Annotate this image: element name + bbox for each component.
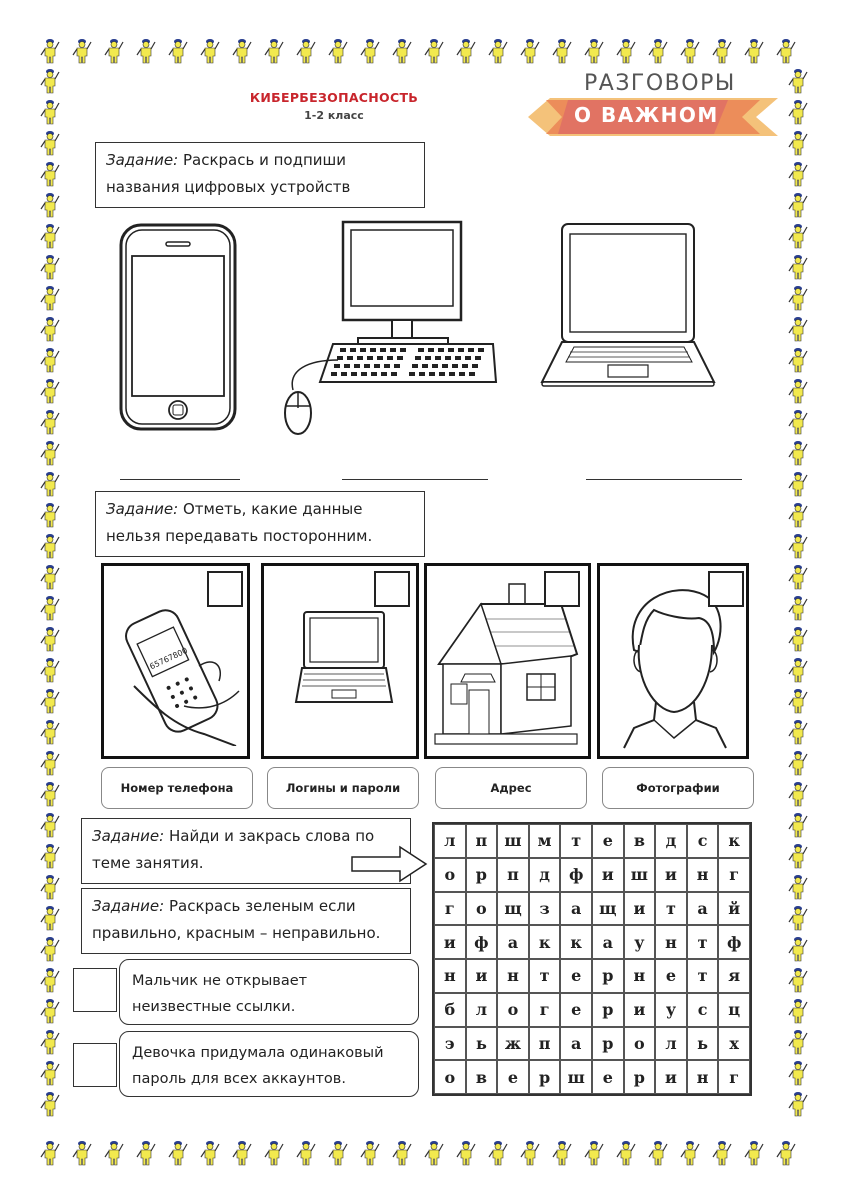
keyboard-key bbox=[449, 372, 455, 376]
keyboard-key bbox=[390, 348, 396, 352]
word-grid-cell[interactable]: е bbox=[560, 959, 592, 993]
keyboard-key bbox=[391, 372, 397, 376]
word-grid-cell[interactable]: я bbox=[718, 959, 750, 993]
person-figure-icon bbox=[520, 38, 540, 64]
person-figure-icon bbox=[788, 750, 808, 776]
small-laptop-icon bbox=[294, 610, 394, 710]
word-grid-cell[interactable]: п bbox=[497, 858, 529, 892]
word-grid-cell[interactable]: у bbox=[655, 993, 687, 1027]
logo-text-top: РАЗГОВОРЫ bbox=[584, 71, 736, 96]
word-grid-cell[interactable]: и bbox=[655, 1060, 687, 1094]
person-figure-icon bbox=[40, 130, 60, 156]
checkbox-address[interactable] bbox=[544, 571, 580, 607]
keyboard-key bbox=[334, 364, 340, 368]
person-figure-icon bbox=[788, 998, 808, 1024]
smartphone-drawing bbox=[118, 222, 238, 432]
person-figure-icon bbox=[40, 781, 60, 807]
word-grid-cell[interactable]: н bbox=[497, 959, 529, 993]
person-figure-icon bbox=[788, 1060, 808, 1086]
person-figure-icon bbox=[296, 1140, 316, 1166]
person-figure-icon bbox=[360, 38, 380, 64]
keyboard-key bbox=[429, 372, 435, 376]
word-grid-cell[interactable]: з bbox=[529, 892, 561, 926]
person-figure-icon bbox=[456, 1140, 476, 1166]
word-grid-cell[interactable]: г bbox=[529, 993, 561, 1027]
person-figure-icon bbox=[72, 1140, 92, 1166]
person-figure-icon bbox=[40, 378, 60, 404]
card-phone-number bbox=[101, 563, 250, 759]
person-figure-icon bbox=[744, 1140, 764, 1166]
keyboard-key bbox=[361, 372, 367, 376]
person-figure-icon bbox=[520, 1140, 540, 1166]
keyboard-key bbox=[439, 372, 445, 376]
person-figure-icon bbox=[40, 316, 60, 342]
person-figure-icon bbox=[788, 99, 808, 125]
keyboard-key bbox=[422, 364, 428, 368]
grade-label: 1-2 класс bbox=[304, 109, 364, 122]
word-grid-cell[interactable]: т bbox=[560, 824, 592, 858]
person-figure-icon bbox=[788, 657, 808, 683]
keyboard-key bbox=[344, 364, 350, 368]
word-grid-cell[interactable]: о bbox=[466, 892, 498, 926]
keyboard-key bbox=[331, 372, 337, 376]
word-grid-cell[interactable]: р bbox=[592, 1027, 624, 1061]
keyboard-key bbox=[419, 372, 425, 376]
person-figure-icon bbox=[788, 812, 808, 838]
word-grid-cell[interactable]: р bbox=[624, 1060, 656, 1094]
person-figure-icon bbox=[788, 316, 808, 342]
keyboard-key bbox=[462, 364, 468, 368]
person-figure-icon bbox=[392, 1140, 412, 1166]
person-figure-icon bbox=[552, 38, 572, 64]
person-figure-icon bbox=[744, 38, 764, 64]
person-figure-icon bbox=[40, 905, 60, 931]
word-grid-cell[interactable]: с bbox=[687, 824, 719, 858]
task1-box bbox=[95, 142, 425, 208]
label-phone-number: Номер телефона bbox=[101, 767, 253, 809]
person-figure-icon bbox=[788, 874, 808, 900]
keyboard-key bbox=[380, 348, 386, 352]
keyboard-key bbox=[377, 356, 383, 360]
person-figure-icon bbox=[40, 192, 60, 218]
word-grid-cell[interactable]: г bbox=[718, 1060, 750, 1094]
keyboard-key bbox=[370, 348, 376, 352]
keyboard-key bbox=[432, 364, 438, 368]
keyboard-key bbox=[469, 372, 475, 376]
person-figure-icon bbox=[40, 688, 60, 714]
person-figure-icon bbox=[40, 440, 60, 466]
person-figure-icon bbox=[788, 1091, 808, 1117]
person-figure-icon bbox=[776, 38, 796, 64]
word-grid-cell[interactable]: к bbox=[560, 925, 592, 959]
keyboard-key bbox=[397, 356, 403, 360]
person-figure-icon bbox=[788, 130, 808, 156]
person-figure-icon bbox=[788, 440, 808, 466]
keyboard-key bbox=[384, 364, 390, 368]
person-figure-icon bbox=[616, 38, 636, 64]
person-figure-icon bbox=[168, 1140, 188, 1166]
person-figure-icon bbox=[788, 347, 808, 373]
person-figure-icon bbox=[40, 38, 60, 64]
person-figure-icon bbox=[328, 1140, 348, 1166]
answer-line-computer[interactable] bbox=[342, 479, 488, 480]
keyboard-key bbox=[478, 348, 484, 352]
word-grid-cell[interactable]: н bbox=[655, 925, 687, 959]
word-grid-cell[interactable]: щ bbox=[497, 892, 529, 926]
word-grid-cell[interactable]: п bbox=[466, 824, 498, 858]
person-figure-icon bbox=[788, 843, 808, 869]
word-grid-cell[interactable]: и bbox=[434, 925, 466, 959]
word-grid-cell[interactable]: ь bbox=[687, 1027, 719, 1061]
task4-box bbox=[81, 888, 411, 954]
person-figure-icon bbox=[788, 781, 808, 807]
person-figure-icon bbox=[424, 1140, 444, 1166]
keyboard-key bbox=[347, 356, 353, 360]
keyboard-key bbox=[445, 356, 451, 360]
word-grid-cell[interactable]: е bbox=[655, 959, 687, 993]
word-grid-cell[interactable]: а bbox=[560, 1027, 592, 1061]
task3-text: Найди и закрась слова по теме занятия. bbox=[92, 827, 375, 872]
word-grid-cell[interactable]: ц bbox=[718, 993, 750, 1027]
word-grid-cell[interactable]: н bbox=[687, 858, 719, 892]
word-grid-cell[interactable]: и bbox=[466, 959, 498, 993]
person-figure-icon bbox=[40, 967, 60, 993]
keyboard-key bbox=[468, 348, 474, 352]
word-grid-cell[interactable]: н bbox=[687, 1060, 719, 1094]
word-grid-cell[interactable]: т bbox=[655, 892, 687, 926]
person-figure-icon bbox=[40, 533, 60, 559]
word-grid-cell[interactable]: и bbox=[655, 858, 687, 892]
word-grid-cell[interactable]: ш bbox=[497, 824, 529, 858]
word-grid-cell[interactable]: л bbox=[466, 993, 498, 1027]
logo-text-bottom: О ВАЖНОМ bbox=[574, 103, 719, 127]
person-figure-icon bbox=[788, 378, 808, 404]
person-figure-icon bbox=[104, 1140, 124, 1166]
person-figure-icon bbox=[328, 38, 348, 64]
person-figure-icon bbox=[40, 564, 60, 590]
keyboard-key bbox=[435, 356, 441, 360]
person-figure-icon bbox=[40, 874, 60, 900]
word-grid-cell[interactable]: н bbox=[434, 959, 466, 993]
word-grid-cell[interactable]: й bbox=[718, 892, 750, 926]
word-grid-cell[interactable]: ф bbox=[718, 925, 750, 959]
person-figure-icon bbox=[788, 533, 808, 559]
word-grid-cell[interactable]: г bbox=[718, 858, 750, 892]
person-figure-icon bbox=[392, 38, 412, 64]
word-grid-cell[interactable]: ь bbox=[466, 1027, 498, 1061]
keyboard-key bbox=[394, 364, 400, 368]
person-figure-icon bbox=[40, 719, 60, 745]
person-figure-icon bbox=[40, 1091, 60, 1117]
keyboard-key bbox=[341, 372, 347, 376]
person-figure-icon bbox=[584, 1140, 604, 1166]
word-grid-cell[interactable]: р bbox=[466, 858, 498, 892]
keyboard-key bbox=[465, 356, 471, 360]
person-figure-icon bbox=[788, 192, 808, 218]
arrow-right-icon bbox=[350, 844, 430, 884]
person-figure-icon bbox=[680, 1140, 700, 1166]
person-figure-icon bbox=[40, 471, 60, 497]
word-grid-cell[interactable]: д bbox=[655, 824, 687, 858]
card-logins bbox=[261, 563, 419, 759]
keyboard-key bbox=[367, 356, 373, 360]
label-logins: Логины и пароли bbox=[267, 767, 419, 809]
person-figure-icon bbox=[788, 285, 808, 311]
keyboard-key bbox=[448, 348, 454, 352]
word-grid-cell[interactable]: ж bbox=[497, 1027, 529, 1061]
word-grid-cell[interactable]: щ bbox=[592, 892, 624, 926]
person-figure-icon bbox=[788, 688, 808, 714]
person-figure-icon bbox=[200, 1140, 220, 1166]
checkbox-phone-number[interactable] bbox=[207, 571, 243, 607]
person-figure-icon bbox=[264, 38, 284, 64]
task2-text: Отметь, какие данные нельзя передавать посторонним. bbox=[106, 500, 373, 545]
word-grid-cell[interactable]: а bbox=[497, 925, 529, 959]
word-grid-cell[interactable]: а bbox=[687, 892, 719, 926]
word-grid-cell[interactable]: л bbox=[655, 1027, 687, 1061]
person-figure-icon bbox=[788, 595, 808, 621]
desktop-computer-drawing bbox=[278, 220, 498, 438]
word-grid-cell[interactable]: ш bbox=[560, 1060, 592, 1094]
task1-prefix: Задание: bbox=[106, 151, 179, 169]
person-figure-icon bbox=[552, 1140, 572, 1166]
word-grid-cell[interactable]: р bbox=[592, 993, 624, 1027]
label-photos: Фотографии bbox=[602, 767, 754, 809]
word-grid-cell[interactable]: о bbox=[497, 993, 529, 1027]
keyboard-key bbox=[412, 364, 418, 368]
label-address: Адрес bbox=[435, 767, 587, 809]
person-figure-icon bbox=[136, 1140, 156, 1166]
person-figure-icon bbox=[616, 1140, 636, 1166]
worksheet-title: КИБЕРБЕЗОПАСНОСТЬ bbox=[249, 90, 419, 105]
person-figure-icon bbox=[584, 38, 604, 64]
word-grid-cell[interactable]: в bbox=[624, 824, 656, 858]
keyboard-key bbox=[452, 364, 458, 368]
word-grid-cell[interactable]: е bbox=[592, 824, 624, 858]
person-figure-icon bbox=[456, 38, 476, 64]
person-figure-icon bbox=[40, 285, 60, 311]
keyboard-key bbox=[455, 356, 461, 360]
word-grid-cell[interactable]: т bbox=[687, 959, 719, 993]
keyboard-key bbox=[458, 348, 464, 352]
person-figure-icon bbox=[712, 38, 732, 64]
person-figure-icon bbox=[40, 254, 60, 280]
keyboard-key bbox=[351, 372, 357, 376]
word-grid-cell[interactable]: д bbox=[529, 858, 561, 892]
person-figure-icon bbox=[648, 38, 668, 64]
person-figure-icon bbox=[488, 1140, 508, 1166]
person-figure-icon bbox=[40, 812, 60, 838]
person-figure-icon bbox=[788, 161, 808, 187]
person-figure-icon bbox=[788, 223, 808, 249]
word-grid-cell[interactable]: н bbox=[624, 959, 656, 993]
keyboard-key bbox=[364, 364, 370, 368]
keyboard-key bbox=[428, 348, 434, 352]
word-grid-cell[interactable]: с bbox=[687, 993, 719, 1027]
word-grid-cell[interactable]: г bbox=[434, 892, 466, 926]
phone-number-on-screen: 65767800 bbox=[148, 645, 189, 672]
keyboard-key bbox=[340, 348, 346, 352]
person-figure-icon bbox=[264, 1140, 284, 1166]
checkbox-photos[interactable] bbox=[708, 571, 744, 607]
person-figure-icon bbox=[788, 471, 808, 497]
card-photos bbox=[597, 563, 749, 759]
person-figure-icon bbox=[72, 38, 92, 64]
word-grid-cell[interactable]: и bbox=[592, 858, 624, 892]
word-grid-cell[interactable]: р bbox=[592, 959, 624, 993]
word-grid-cell[interactable]: а bbox=[592, 925, 624, 959]
person-figure-icon bbox=[168, 38, 188, 64]
person-figure-icon bbox=[40, 99, 60, 125]
person-figure-icon bbox=[788, 626, 808, 652]
person-figure-icon bbox=[200, 38, 220, 64]
word-grid-cell[interactable]: е bbox=[592, 1060, 624, 1094]
laptop-drawing bbox=[540, 222, 716, 388]
word-grid-cell[interactable]: а bbox=[560, 892, 592, 926]
word-grid-cell[interactable]: ф bbox=[466, 925, 498, 959]
keyboard-key bbox=[381, 372, 387, 376]
word-grid-cell[interactable]: т bbox=[687, 925, 719, 959]
statement-2: Девочка придумала одинаковый пароль для всех аккаунтов. bbox=[119, 1031, 419, 1097]
word-grid-cell[interactable]: о bbox=[434, 858, 466, 892]
task2-box bbox=[95, 491, 425, 557]
person-figure-icon bbox=[788, 254, 808, 280]
keyboard-key bbox=[387, 356, 393, 360]
keyboard-key bbox=[409, 372, 415, 376]
person-figure-icon bbox=[788, 936, 808, 962]
keyboard-key bbox=[371, 372, 377, 376]
person-figure-icon bbox=[232, 38, 252, 64]
person-figure-icon bbox=[232, 1140, 252, 1166]
keyboard-key bbox=[400, 348, 406, 352]
word-search-grid bbox=[432, 822, 752, 1096]
person-figure-icon bbox=[40, 657, 60, 683]
word-grid-cell[interactable]: и bbox=[624, 993, 656, 1027]
person-figure-icon bbox=[648, 1140, 668, 1166]
person-figure-icon bbox=[40, 223, 60, 249]
person-figure-icon bbox=[40, 347, 60, 373]
keyboard-key bbox=[438, 348, 444, 352]
person-figure-icon bbox=[40, 626, 60, 652]
person-figure-icon bbox=[788, 1029, 808, 1055]
keyboard-key bbox=[350, 348, 356, 352]
person-figure-icon bbox=[712, 1140, 732, 1166]
checkbox-logins[interactable] bbox=[374, 571, 410, 607]
task2-prefix: Задание: bbox=[106, 500, 179, 518]
statement-1: Мальчик не открывает неизвестные ссылки. bbox=[119, 959, 419, 1025]
task1-text: Раскрась и подпиши названия цифровых устройств bbox=[106, 151, 351, 196]
word-grid-cell[interactable]: п bbox=[529, 1027, 561, 1061]
person-figure-icon bbox=[40, 1029, 60, 1055]
keyboard-key bbox=[442, 364, 448, 368]
person-figure-icon bbox=[680, 38, 700, 64]
task4-text: Раскрась зеленым если правильно, красным – неправильно. bbox=[92, 897, 381, 942]
person-figure-icon bbox=[788, 564, 808, 590]
person-figure-icon bbox=[788, 502, 808, 528]
word-grid-cell[interactable]: о bbox=[624, 1027, 656, 1061]
person-figure-icon bbox=[788, 409, 808, 435]
keyboard-key bbox=[354, 364, 360, 368]
answer-line-phone[interactable] bbox=[120, 479, 240, 480]
keyboard-key bbox=[415, 356, 421, 360]
answer-line-laptop[interactable] bbox=[586, 479, 742, 480]
person-figure-icon bbox=[40, 502, 60, 528]
person-figure-icon bbox=[488, 38, 508, 64]
word-grid-cell[interactable]: ф bbox=[560, 858, 592, 892]
person-figure-icon bbox=[40, 595, 60, 621]
person-figure-icon bbox=[40, 409, 60, 435]
person-figure-icon bbox=[40, 1140, 60, 1166]
word-grid-cell[interactable]: е bbox=[560, 993, 592, 1027]
person-figure-icon bbox=[424, 38, 444, 64]
color-box-statement-1[interactable] bbox=[73, 968, 117, 1012]
person-figure-icon bbox=[788, 905, 808, 931]
card-address bbox=[424, 563, 591, 759]
person-figure-icon bbox=[360, 1140, 380, 1166]
keyboard-key bbox=[357, 356, 363, 360]
task3-prefix: Задание: bbox=[92, 827, 165, 845]
keyboard-key bbox=[360, 348, 366, 352]
word-grid-cell[interactable]: э bbox=[434, 1027, 466, 1061]
word-grid-cell[interactable]: ш bbox=[624, 858, 656, 892]
keyboard-key bbox=[472, 364, 478, 368]
person-figure-icon bbox=[104, 38, 124, 64]
word-grid-cell[interactable]: л bbox=[434, 824, 466, 858]
keyboard-key bbox=[418, 348, 424, 352]
word-grid-cell[interactable]: м bbox=[529, 824, 561, 858]
word-grid-cell[interactable]: р bbox=[529, 1060, 561, 1094]
word-grid-cell[interactable]: о bbox=[434, 1060, 466, 1094]
word-grid-cell[interactable]: т bbox=[529, 959, 561, 993]
keyboard-key bbox=[425, 356, 431, 360]
person-figure-icon bbox=[776, 1140, 796, 1166]
person-figure-icon bbox=[296, 38, 316, 64]
person-figure-icon bbox=[40, 998, 60, 1024]
person-figure-icon bbox=[788, 719, 808, 745]
keyboard-key bbox=[374, 364, 380, 368]
person-figure-icon bbox=[788, 967, 808, 993]
task4-prefix: Задание: bbox=[92, 897, 165, 915]
word-grid-cell[interactable]: б bbox=[434, 993, 466, 1027]
mobile-phone-in-hand-icon bbox=[114, 596, 244, 746]
person-figure-icon bbox=[136, 38, 156, 64]
person-figure-icon bbox=[40, 68, 60, 94]
word-grid-cell[interactable]: к bbox=[718, 824, 750, 858]
person-figure-icon bbox=[40, 843, 60, 869]
word-grid-cell[interactable]: е bbox=[497, 1060, 529, 1094]
word-grid-cell[interactable]: х bbox=[718, 1027, 750, 1061]
person-figure-icon bbox=[40, 161, 60, 187]
keyboard-key bbox=[459, 372, 465, 376]
color-box-statement-2[interactable] bbox=[73, 1043, 117, 1087]
person-figure-icon bbox=[40, 1060, 60, 1086]
word-grid-cell[interactable]: в bbox=[466, 1060, 498, 1094]
word-grid-cell[interactable]: и bbox=[624, 892, 656, 926]
person-figure-icon bbox=[788, 68, 808, 94]
person-figure-icon bbox=[40, 936, 60, 962]
word-grid-cell[interactable]: к bbox=[529, 925, 561, 959]
person-figure-icon bbox=[40, 750, 60, 776]
word-grid-cell[interactable]: у bbox=[624, 925, 656, 959]
keyboard-key bbox=[475, 356, 481, 360]
